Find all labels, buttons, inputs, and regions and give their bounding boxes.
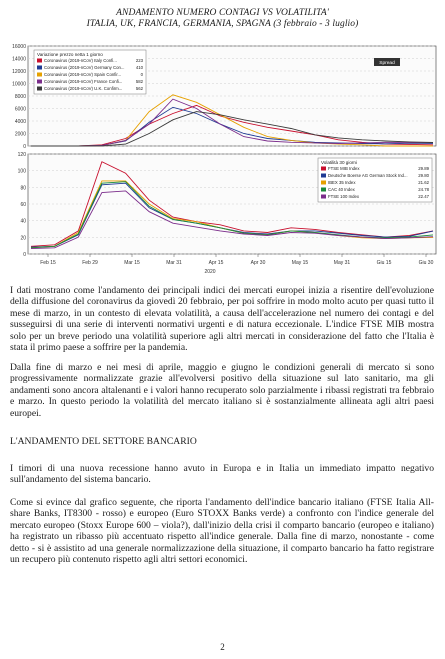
x-tick-label: Giu 30 bbox=[418, 260, 434, 266]
legend-value-top: 410 bbox=[135, 65, 143, 70]
legend-label-top: Coronavirus (2019-nCoV) Spain Confir... bbox=[44, 72, 122, 77]
legend-label-bottom: CAC 40 Index bbox=[328, 187, 355, 192]
legend-label-bottom: FTSE MIB Index bbox=[328, 166, 360, 171]
paragraph-4: Come si evince dal grafico seguente, che riporta l'andamento dell'indice bancario italiano (FTSE Italia All-share Banks, IT8300 - rosso) e europeo (Euro STOXX Banks verde) a confronto con l'indice generale del mercato europeo (Stoxx Europe 600 – viola?), dall'inizio della crisi il comparto bancario (europeo e italiano) ha registrato un ribasso più accentuato rispetto all'indice generale. Dalla fine di marzo, nonostante - come detto - si è assistito ad una generale normalizzazione della situazione, il comparto bancario ha fatto registrare un recupero più contenuto rispetto agli altri settori economici. bbox=[10, 497, 434, 566]
legend-value-bottom: 22.47 bbox=[418, 194, 429, 199]
page-title bbox=[0, 8, 445, 30]
legend-swatch-top bbox=[37, 73, 42, 77]
y-tick-label-bottom: 60 bbox=[20, 202, 26, 208]
paragraph-3: I timori di una nuova recessione hanno avuto in Europa e in Italia un immediato impatto negativo sull'andamento del sistema bancario. bbox=[10, 463, 434, 486]
chart-figure bbox=[4, 42, 440, 280]
x-tick-label: Mar 31 bbox=[166, 260, 182, 266]
paragraph-1: I dati mostrano come l'andamento dei principali indici dei mercati europei inizia a risentire dell'evoluzione della diffusione del coronavirus da giovedì 20 febbraio, per poi soffrire in modo molto acuto per quasi tutto il mese di marzo, in un contesto di elevata volatilità, a causa dell'accelerazione nel numero dei contagi e del susseguirsi di una serie di interventi normativi urgenti e di natura eccezionale. L'indice FTSE MIB mostra solo per un breve periodo una volatilità superiore agli altri mercati in considerazione del fatto che l'Italia è stata il primo paese a soffrire per la pandemia. bbox=[10, 285, 434, 354]
legend-swatch-bottom bbox=[321, 188, 326, 192]
paragraph-2: Dalla fine di marzo e nei mesi di aprile, maggio e giugno le condizioni generali di mercato si sono progressivamente normalizzate grazie all'evolversi positivo della situazione sul lato sanitario, ma gli andamenti sono ancora altalenanti e i valori hanno recuperato solo parzialmente i ribassi registrati tra febbraio e marzo. In questo periodo la volatilità del mercato italiano si è sostanzialmente allineata agli altri paesi europei. bbox=[10, 362, 434, 419]
x-tick-label: Apr 15 bbox=[208, 260, 224, 266]
legend-swatch-bottom bbox=[321, 174, 326, 178]
spread-badge-label: Spread bbox=[379, 61, 395, 66]
legend-swatch-bottom bbox=[321, 195, 326, 199]
legend-swatch-bottom bbox=[321, 181, 326, 185]
x-tick-label: Feb 15 bbox=[40, 260, 56, 266]
legend-label-top: Coronavirus (2019-nCoV) U.K. Confirm... bbox=[44, 86, 123, 91]
legend-value-bottom: 21.62 bbox=[418, 180, 429, 185]
legend-value-bottom: 29.80 bbox=[418, 173, 429, 178]
y-tick-label-top: 10000 bbox=[12, 81, 26, 88]
y-tick-label-top: 14000 bbox=[12, 56, 26, 63]
title-line-2: ITALIA, UK, FRANCIA, GERMANIA, SPAGNA (3 febbraio - 3 luglio) bbox=[86, 19, 359, 29]
legend-swatch-bottom bbox=[321, 167, 326, 171]
y-tick-label-top: 0 bbox=[23, 144, 26, 150]
legend-value-bottom: 24.78 bbox=[418, 187, 429, 192]
legend-swatch-top bbox=[37, 59, 42, 63]
x-tick-label: Mar 15 bbox=[124, 260, 140, 266]
legend-label-bottom: Deutsche Boerse AG German Stock Ind... bbox=[328, 173, 408, 178]
y-tick-label-bottom: 100 bbox=[17, 168, 26, 175]
legend-label-bottom: IBEX 35 Index bbox=[328, 180, 356, 185]
y-tick-label-bottom: 80 bbox=[20, 185, 26, 192]
y-tick-label-top: 12000 bbox=[12, 69, 26, 75]
y-tick-label-top: 8000 bbox=[14, 94, 26, 100]
legend-swatch-top bbox=[37, 66, 42, 70]
y-tick-label-bottom: 20 bbox=[20, 235, 26, 242]
y-tick-label-top: 16000 bbox=[12, 44, 26, 50]
title-line-1: ANDAMENTO NUMERO CONTAGI VS VOLATILITA' bbox=[116, 8, 329, 18]
legend-value-top: 0 bbox=[140, 72, 143, 77]
legend-label-top: Coronavirus (2019-nCoV) Italy Confi... bbox=[44, 58, 117, 63]
section-heading: L'ANDAMENTO DEL SETTORE BANCARIO bbox=[10, 436, 197, 447]
y-tick-label-bottom: 40 bbox=[20, 218, 26, 225]
x-axis-year: 2020 bbox=[204, 269, 216, 275]
y-tick-label-top: 6000 bbox=[14, 106, 26, 113]
x-tick-label: Giu 15 bbox=[376, 260, 392, 266]
x-tick-label: Apr 30 bbox=[250, 260, 266, 266]
legend-value-top: 582 bbox=[135, 79, 143, 84]
legend-title-top: Variazione prezzo netta 1 giorno bbox=[37, 52, 103, 57]
y-tick-label-bottom: 0 bbox=[23, 252, 26, 258]
legend-label-bottom: FTSE 100 Index bbox=[328, 194, 360, 199]
legend-value-bottom: 29.89 bbox=[418, 166, 429, 171]
x-tick-label: May 15 bbox=[291, 260, 309, 266]
legend-swatch-top bbox=[37, 87, 42, 91]
legend-label-top: Coronavirus (2019-nCoV) Germany Con... bbox=[44, 65, 125, 70]
y-tick-label-top: 4000 bbox=[14, 119, 26, 125]
chart-svg bbox=[4, 42, 440, 280]
page-number: 2 bbox=[220, 642, 225, 652]
x-tick-label: Feb 29 bbox=[82, 260, 98, 266]
x-tick-label: May 31 bbox=[333, 260, 351, 266]
y-tick-label-bottom: 120 bbox=[17, 152, 26, 158]
legend-value-top: 562 bbox=[135, 86, 143, 91]
legend-label-top: Coronavirus (2019-nCoV) France Confi... bbox=[44, 79, 123, 84]
y-tick-label-top: 2000 bbox=[14, 131, 26, 138]
legend-value-top: 223 bbox=[135, 58, 143, 63]
legend-title-bottom: Volatilità 30 giorni bbox=[321, 160, 358, 165]
legend-swatch-top bbox=[37, 80, 42, 84]
